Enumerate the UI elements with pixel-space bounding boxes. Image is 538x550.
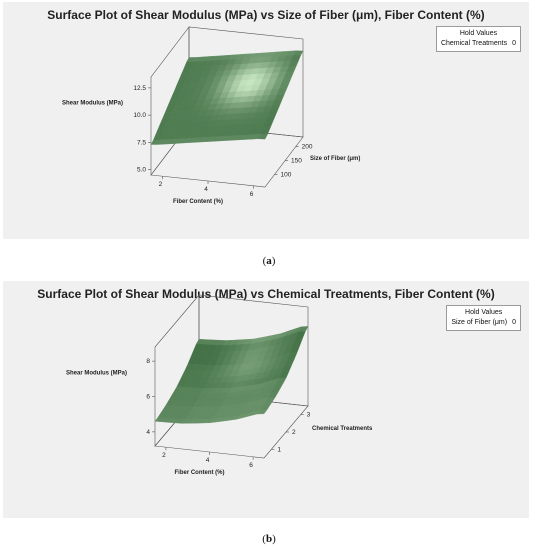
hold-variable-label: Chemical Treatments — [440, 40, 508, 47]
surface-plot-panel-b — [3, 281, 529, 518]
z-tick-label: 7.5 — [136, 139, 146, 147]
x-tick-label: 2 — [162, 452, 166, 460]
hold-values-row — [451, 318, 516, 328]
y-tick-label: 2 — [292, 429, 296, 436]
z-tick-label: 4 — [146, 428, 150, 436]
y-tick-label: 200 — [301, 143, 313, 151]
figure-caption-a: (a) — [262, 255, 276, 267]
y-axis-label: Size of Fiber (μm) — [310, 156, 361, 162]
caption-letter: b — [265, 533, 273, 545]
hold-variable-label: Size of Fiber (μm) — [451, 319, 508, 326]
hold-variable-value: 0 — [512, 319, 516, 326]
x-tick-label: 2 — [158, 181, 163, 189]
y-tick-label: 100 — [280, 171, 292, 179]
y-tick-label: 1 — [277, 446, 281, 454]
x-axis-label: Fiber Content (%) — [173, 199, 223, 205]
plot-title: Surface Plot of Shear Modulus (MPa) vs Chemical Treatments, Fiber Content (%) — [37, 287, 495, 301]
x-tick-label: 6 — [249, 190, 254, 198]
z-tick-label: 5.0 — [136, 166, 146, 174]
hold-values-title: Hold Values — [465, 309, 503, 316]
figure-caption-b: (b) — [262, 533, 276, 545]
z-axis-label: Shear Modulus (MPa) — [61, 100, 123, 107]
z-tick-label: 12.5 — [133, 84, 146, 92]
hold-variable-value: 0 — [512, 40, 516, 47]
y-tick-label: 3 — [306, 411, 311, 419]
hold-values-box — [436, 26, 521, 52]
z-tick-label: 6 — [146, 393, 150, 401]
z-tick-label: 10.0 — [133, 112, 146, 120]
hold-values-row — [441, 39, 516, 49]
x-tick-label: 6 — [249, 461, 253, 469]
y-axis-label: Chemical Treatments — [312, 426, 373, 432]
x-tick-label: 4 — [204, 186, 208, 193]
z-axis-label: Shear Modulus (MPa) — [65, 370, 127, 377]
z-tick-label: 8 — [146, 358, 150, 366]
x-axis-label: Fiber Content (%) — [174, 470, 225, 476]
caption-letter: a — [266, 255, 272, 267]
surface-mesh — [151, 51, 303, 145]
hold-values-box — [446, 305, 521, 331]
hold-values-title: Hold Values — [459, 30, 498, 37]
surface-mesh — [155, 326, 308, 423]
surface-plot-panel-a — [3, 2, 529, 239]
plot-title: Surface Plot of Shear Modulus (MPa) vs Size of Fiber (μm), Fiber Content (%) — [47, 8, 485, 22]
y-tick-label: 150 — [291, 157, 302, 165]
x-tick-label: 4 — [205, 457, 210, 464]
